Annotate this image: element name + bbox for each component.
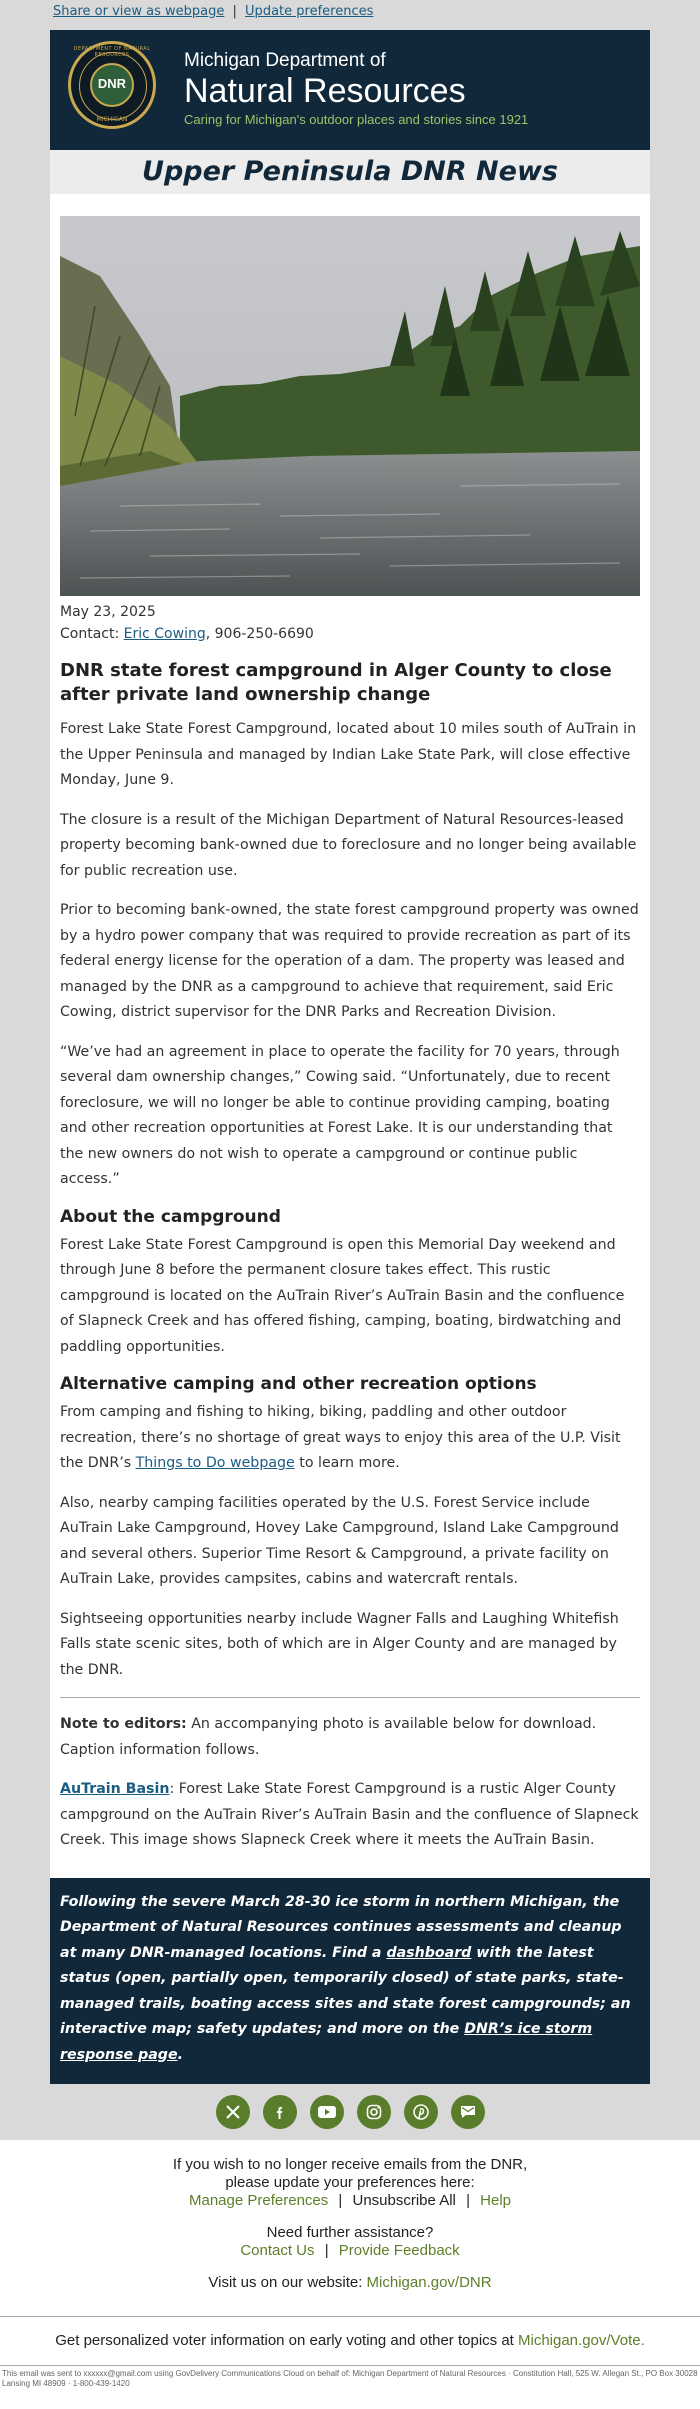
photo-caption	[60, 1777, 640, 1854]
paragraph-7: Also, nearby camping facilities operated by the U.S. Forest Service include AuTrain Lake Campground, Hovey Lake Campground, Island Lake Campground and several others. Superior Time Resort & Campground, a private facility on AuTrain Lake, provides campsites, cabins and watercraft rentals.	[60, 1494, 619, 1587]
provide-feedback-link[interactable]: Provide Feedback	[338, 2242, 460, 2259]
org-name	[184, 50, 528, 127]
article-headline: DNR state forest campground in Alger County to close after private land ownership change	[60, 660, 612, 705]
footer-sep-3: |	[324, 2242, 329, 2259]
contact-line	[60, 623, 640, 645]
notice-text-2: with the latest status (open, partially open, temporarily closed) of state parks, state-managed trails, boating access sites and state forest campgrounds; an interactive map; safety updates; and more on the	[60, 1944, 631, 2037]
share-view-webpage-link[interactable]: Share or view as webpage	[53, 4, 225, 19]
article	[50, 194, 650, 1878]
heading-about: About the campground	[60, 1206, 281, 1227]
x-twitter-icon[interactable]	[216, 2095, 250, 2129]
pinterest-icon[interactable]	[404, 2095, 438, 2129]
paragraph-2: The closure is a result of the Michigan Department of Natural Resources-leased property becoming bank-owned due to foreclosure and no longer being available for public recreation use.	[60, 811, 637, 879]
contact-label: Contact:	[60, 626, 120, 642]
email-icon[interactable]	[451, 2095, 485, 2129]
footer-line2: please update your preferences here:	[225, 2174, 475, 2191]
paragraph-3: Prior to becoming bank-owned, the state forest campground property was owned by a hydro power company that was required to provide recreation as part of its federal energy license for the operation of a dam. The property was leased and managed by the DNR as a campground to achieve that requirement, said Eric Cowing, district supervisor for the DNR Parks and Recreation Division.	[60, 902, 639, 1020]
paragraph-6-text: From camping and fishing to hiking, biking, paddling and other outdoor recreation, there’s no shortage of great ways to enjoy this area of the U.P. Visit the DNR’s	[60, 1404, 621, 1471]
youtube-icon[interactable]	[310, 2095, 344, 2129]
footer-preferences-row	[0, 2192, 700, 2210]
note-text: An accompanying photo is available below for download. Caption information follows.	[60, 1716, 597, 1758]
note-label: Note to editors:	[60, 1716, 187, 1732]
org-line1: Michigan Department of	[184, 50, 386, 71]
things-to-do-link[interactable]: Things to Do webpage	[135, 1455, 295, 1471]
email-container	[50, 30, 650, 2084]
visit-label: Visit us on our website:	[208, 2274, 367, 2291]
voter-text: Get personalized voter information on early voting and other topics at	[55, 2332, 518, 2349]
social-icons	[0, 2084, 700, 2140]
contact-phone: , 906-250-6690	[205, 626, 314, 642]
seal-bottom-text: MICHIGAN	[96, 116, 128, 123]
header	[50, 30, 650, 150]
org-line2: Natural Resources	[184, 72, 466, 110]
ice-storm-notice	[50, 1878, 650, 2085]
footer-line1: If you wish to no longer receive emails from the DNR,	[172, 2156, 528, 2173]
footer-sep-2: |	[466, 2192, 470, 2209]
notice-text-1: Following the severe March 28-30 ice storm in northern Michigan, the Department of Natural Resources continues assessments and cleanup at many DNR-managed locations. Find a	[60, 1893, 622, 1961]
paragraph-8: Sightseeing opportunities nearby include Wagner Falls and Laughing Whitefish Falls state scenic sites, both of which are in Alger County and are managed by the DNR.	[60, 1610, 619, 1678]
unsubscribe-all-link[interactable]: Unsubscribe All	[352, 2192, 456, 2209]
top-links	[0, 0, 700, 30]
footer-contact-row	[0, 2242, 700, 2260]
caption-text: : Forest Lake State Forest Campground is a rustic Alger County campground on the AuTrain River’s AuTrain Basin and the confluence of Slapneck Creek. This image shows Slapneck Creek where it meets the AuTrain Basin.	[60, 1781, 639, 1848]
ice-storm-page-link[interactable]: DNR’s ice storm response page	[60, 2021, 593, 2063]
footer	[0, 2140, 700, 2316]
legal-text: This email was sent to xxxxxx@gmail.com using GovDelivery Communications Cloud on behalf of: Michigan Department of Natural Resources · Constitution Hall, 525 W. Allegan St., PO Box 30028 Lansing MI 48909 · 1-800-439-1420	[0, 2365, 700, 2409]
editor-note	[60, 1712, 640, 1763]
contact-us-link[interactable]: Contact Us	[240, 2242, 315, 2259]
help-link[interactable]: Help	[480, 2192, 511, 2209]
heading-alternatives: Alternative camping and other recreation options	[60, 1374, 537, 1394]
article-photo	[60, 216, 640, 596]
tagline: Caring for Michigan's outdoor places and stories since 1921	[184, 112, 529, 127]
notice-text-3: .	[177, 2046, 183, 2063]
autrain-basin-link[interactable]: AuTrain Basin	[60, 1781, 170, 1797]
footer-sep-1: |	[338, 2192, 343, 2209]
article-meta	[60, 601, 640, 645]
seal-top-text: DEPARTMENT OF NATURAL RESOURCES	[73, 46, 151, 58]
dnr-seal-logo	[68, 41, 156, 129]
paragraph-1: Forest Lake State Forest Campground, located about 10 miles south of AuTrain in the Upper Peninsula and managed by Indian Lake State Park, will close effective Monday, June 9.	[60, 721, 637, 788]
visit-website-row	[0, 2274, 700, 2292]
dashboard-link[interactable]: dashboard	[386, 1944, 472, 1961]
newsletter-title: Upper Peninsula DNR News	[50, 150, 650, 194]
topbar-separator: |	[232, 4, 237, 19]
contact-name-link[interactable]: Eric Cowing	[123, 626, 206, 642]
article-date: May 23, 2025	[60, 604, 156, 620]
update-preferences-link[interactable]: Update preferences	[245, 4, 374, 19]
paragraph-4: “We’ve had an agreement in place to operate the facility for 70 years, through several dam ownership changes,” Cowing said. “Unfortunately, due to recent foreclosure, we will no longer be able to continue providing camping, boating and other recreation opportunities at Forest Lake. It is our understanding that the new owners do not wish to operate a campground or continue public access.”	[60, 1043, 620, 1187]
facebook-icon[interactable]	[263, 2095, 297, 2129]
paragraph-6	[60, 1400, 640, 1477]
assistance-text: Need further assistance?	[266, 2224, 434, 2241]
voter-info	[0, 2316, 700, 2365]
dnr-website-link[interactable]: Michigan.gov/DNR	[366, 2274, 492, 2291]
paragraph-5: Forest Lake State Forest Campground is open this Memorial Day weekend and through June 8 before the permanent closure takes effect. This rustic campground is located on the AuTrain River’s AuTrain Basin and the confluence of Slapneck Creek and has offered fishing, camping, boating, birdwatching and paddling opportunities.	[60, 1236, 625, 1355]
paragraph-6-end: to learn more.	[294, 1455, 400, 1471]
seal-center-text: DNR	[97, 76, 127, 91]
instagram-icon[interactable]	[357, 2095, 391, 2129]
manage-preferences-link[interactable]: Manage Preferences	[189, 2192, 329, 2209]
divider	[60, 1697, 640, 1698]
vote-website-link[interactable]: Michigan.gov/Vote.	[518, 2332, 645, 2349]
